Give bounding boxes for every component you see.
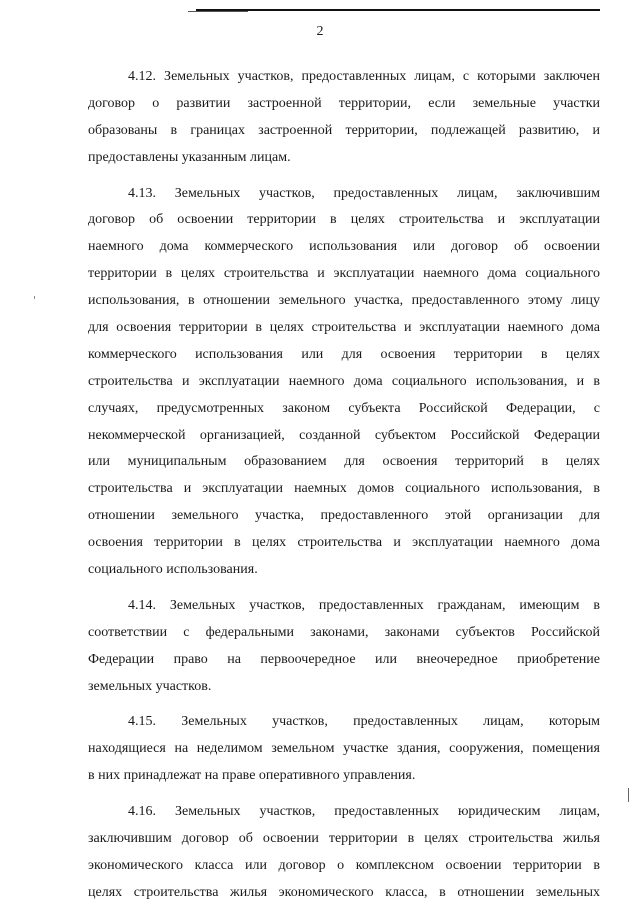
text-line: договор о развитии застроенной территории, если земельные участки [88, 95, 600, 111]
text-line: территории в целях строительства и эксплуатации наемного дома социального [88, 266, 600, 282]
text-line: в них принадлежат на праве оперативного управления. [88, 768, 416, 784]
text-line: коммерческого использования или для освоения территории в целях [88, 346, 600, 362]
text-line: целях строительства жилья экономического класса, в отношении земельных [88, 884, 600, 900]
text-line: образованы в границах застроенной территории, подлежащей развитию, и [88, 122, 600, 138]
text-line: наемного дома коммерческого использования или договор об освоении [88, 239, 600, 255]
document-body [88, 64, 600, 916]
header-rule [196, 9, 600, 11]
text-line: договор об освоении территории в целях строительства и эксплуатации [88, 212, 600, 228]
clause-4-13 [88, 181, 600, 584]
text-line: предоставлены указанным лицам. [88, 149, 291, 165]
text-line: или муниципальным образованием для освоения территорий в целях [88, 454, 600, 470]
text-line: отношении земельного участка, предоставленного этой организации для [88, 508, 600, 524]
text-line: использования, в отношении земельного участка, предоставленного этому лицу [88, 293, 600, 309]
clause-4-12 [88, 64, 600, 172]
scan-speck [34, 296, 35, 299]
text-line: 4.15. Земельных участков, предоставленных лицам, которым [128, 714, 600, 730]
text-line: строительства и эксплуатации наемного дома социального использования, и в [88, 373, 600, 389]
scan-speck [628, 788, 629, 802]
page-number: 2 [316, 24, 324, 39]
text-line: 4.12. Земельных участков, предоставленных лицам, с которыми заключен [128, 69, 600, 84]
text-line: заключившим договор об освоении территории в целях строительства жилья [88, 831, 600, 847]
text-line: освоения территории в целях строительства и эксплуатации наемного дома [88, 535, 600, 551]
text-line: социального использования. [88, 562, 258, 578]
text-line: 4.16. Земельных участков, предоставленных юридическим лицам, [128, 804, 600, 820]
text-line: находящиеся на неделимом земельном участке здания, сооружения, помещения [88, 741, 600, 757]
clause-4-15 [88, 709, 600, 790]
text-line: для освоения территории в целях строительства и эксплуатации наемного дома [88, 320, 600, 336]
text-line: земельных участков. [88, 678, 212, 694]
text-line: 4.13. Земельных участков, предоставленных лицам, заключившим [128, 185, 600, 201]
text-line: строительства и эксплуатации наемных домов социального использования, в [88, 481, 600, 497]
text-line: случаях, предусмотренных законом субъекта Российской Федерации, с [88, 400, 600, 416]
text-line: соответствии с федеральными законами, законами субъектов Российской [88, 624, 600, 640]
text-line: некоммерческой организацией, созданной субъектом Российской Федерации [88, 427, 600, 443]
text-line: экономического класса или договор о комплексном освоении территории в [88, 857, 600, 873]
clause-4-14 [88, 593, 600, 701]
clause-4-16 [88, 799, 600, 907]
text-line: Федерации право на первоочередное или внеочередное приобретение [88, 651, 600, 667]
text-line: 4.14. Земельных участков, предоставленных гражданам, имеющим в [128, 597, 600, 613]
